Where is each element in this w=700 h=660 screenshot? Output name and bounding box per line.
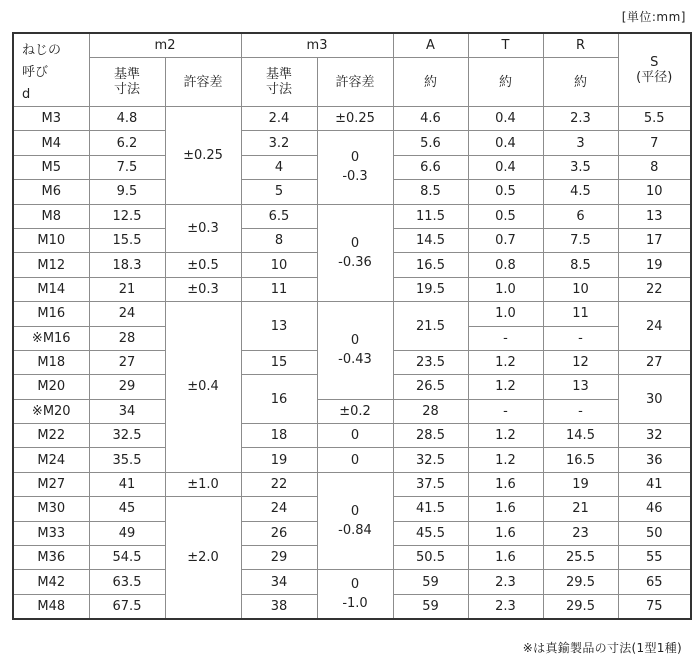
cell-A: 37.5 bbox=[393, 472, 468, 496]
cell-m3: 22 bbox=[241, 472, 317, 496]
header-m3: m3 bbox=[241, 33, 393, 58]
cell-T: 0.5 bbox=[468, 204, 543, 228]
cell-d: M6 bbox=[13, 180, 89, 204]
cell-T: 1.6 bbox=[468, 521, 543, 545]
cell-S: 36 bbox=[618, 448, 691, 472]
cell-m2: 18.3 bbox=[89, 253, 165, 277]
cell-m3: 29 bbox=[241, 546, 317, 570]
cell-m3: 16 bbox=[241, 375, 317, 424]
cell-A: 28.5 bbox=[393, 424, 468, 448]
cell-T: 2.3 bbox=[468, 594, 543, 619]
cell-d: M30 bbox=[13, 497, 89, 521]
header-S-line-1: S bbox=[650, 55, 659, 70]
cell-m2: 45 bbox=[89, 497, 165, 521]
cell-T: 1.2 bbox=[468, 424, 543, 448]
cell-T: - bbox=[468, 399, 543, 423]
tol-lower: -0.36 bbox=[338, 254, 372, 270]
cell-T: 0.8 bbox=[468, 253, 543, 277]
cell-S: 7 bbox=[618, 131, 691, 155]
cell-d: ※M20 bbox=[13, 399, 89, 423]
cell-m3-tol: 0 bbox=[317, 424, 393, 448]
header-m2: m2 bbox=[89, 33, 241, 58]
cell-S: 65 bbox=[618, 570, 691, 594]
cell-A: 11.5 bbox=[393, 204, 468, 228]
table-row bbox=[13, 399, 691, 423]
footnote: ※は真鍮製品の寸法(1型1種) bbox=[522, 641, 682, 655]
header-A: A bbox=[393, 33, 468, 58]
cell-m3-tol bbox=[317, 570, 393, 619]
cell-m2-tol: ±0.5 bbox=[165, 253, 241, 277]
cell-T: - bbox=[468, 326, 543, 350]
cell-R: 8.5 bbox=[543, 253, 618, 277]
cell-m2-tol: ±2.0 bbox=[165, 497, 241, 619]
cell-m2: 34 bbox=[89, 399, 165, 423]
cell-A: 4.6 bbox=[393, 107, 468, 131]
cell-A: 14.5 bbox=[393, 228, 468, 252]
cell-T: 1.0 bbox=[468, 277, 543, 301]
table-row bbox=[13, 107, 691, 131]
cell-T: 1.6 bbox=[468, 546, 543, 570]
header-basic-line-1: 基準 bbox=[113, 67, 140, 83]
table-row bbox=[13, 424, 691, 448]
header-nominal-line-1: ねじの bbox=[22, 43, 62, 58]
cell-S: 41 bbox=[618, 472, 691, 496]
cell-m2-tol: ±1.0 bbox=[165, 472, 241, 496]
cell-d: M27 bbox=[13, 472, 89, 496]
tol-lower: -0.3 bbox=[342, 169, 368, 185]
cell-d: M16 bbox=[13, 302, 89, 326]
tol-upper: 0 bbox=[350, 333, 360, 349]
cell-m2: 7.5 bbox=[89, 155, 165, 179]
cell-A: 50.5 bbox=[393, 546, 468, 570]
cell-T: 1.2 bbox=[468, 375, 543, 399]
header-m2-basic bbox=[89, 58, 165, 107]
cell-R: - bbox=[543, 399, 618, 423]
cell-A: 21.5 bbox=[393, 302, 468, 351]
cell-R: 14.5 bbox=[543, 424, 618, 448]
cell-m2: 41 bbox=[89, 472, 165, 496]
cell-T: 1.0 bbox=[468, 302, 543, 326]
cell-m2: 27 bbox=[89, 350, 165, 374]
cell-m2-tol: ±0.4 bbox=[165, 302, 241, 473]
cell-m3-tol bbox=[317, 472, 393, 570]
cell-m2: 21 bbox=[89, 277, 165, 301]
cell-S: 46 bbox=[618, 497, 691, 521]
cell-m2: 4.8 bbox=[89, 107, 165, 131]
cell-m3-tol: 0 bbox=[317, 448, 393, 472]
table-row bbox=[13, 131, 691, 155]
cell-T: 1.6 bbox=[468, 472, 543, 496]
tol-upper: 0 bbox=[350, 150, 360, 166]
cell-d: M10 bbox=[13, 228, 89, 252]
cell-m3-tol: ±0.25 bbox=[317, 107, 393, 131]
cell-R: 6 bbox=[543, 204, 618, 228]
nut-dimension-table bbox=[12, 32, 692, 620]
cell-T: 1.2 bbox=[468, 350, 543, 374]
cell-A: 32.5 bbox=[393, 448, 468, 472]
cell-T: 0.5 bbox=[468, 180, 543, 204]
cell-S: 10 bbox=[618, 180, 691, 204]
cell-S: 13 bbox=[618, 204, 691, 228]
cell-m3: 26 bbox=[241, 521, 317, 545]
cell-R: 29.5 bbox=[543, 570, 618, 594]
table-row bbox=[13, 448, 691, 472]
table-row bbox=[13, 302, 691, 326]
cell-A: 45.5 bbox=[393, 521, 468, 545]
cell-m3: 18 bbox=[241, 424, 317, 448]
cell-R: 19 bbox=[543, 472, 618, 496]
cell-T: 2.3 bbox=[468, 570, 543, 594]
cell-d: ※M16 bbox=[13, 326, 89, 350]
cell-R: 11 bbox=[543, 302, 618, 326]
header-row-1 bbox=[13, 33, 691, 58]
cell-m2: 32.5 bbox=[89, 424, 165, 448]
header-basic-line-2: 寸法 bbox=[113, 82, 140, 98]
header-nominal-line-3: d bbox=[22, 87, 31, 102]
cell-R: 25.5 bbox=[543, 546, 618, 570]
cell-m2: 63.5 bbox=[89, 570, 165, 594]
cell-d: M5 bbox=[13, 155, 89, 179]
cell-R: 29.5 bbox=[543, 594, 618, 619]
header-basic-line-1: 基準 bbox=[265, 67, 292, 83]
cell-m3: 13 bbox=[241, 302, 317, 351]
cell-m2: 67.5 bbox=[89, 594, 165, 619]
cell-R: 10 bbox=[543, 277, 618, 301]
cell-d: M12 bbox=[13, 253, 89, 277]
header-m3-basic bbox=[241, 58, 317, 107]
cell-T: 0.4 bbox=[468, 155, 543, 179]
cell-m3: 5 bbox=[241, 180, 317, 204]
cell-S: 75 bbox=[618, 594, 691, 619]
cell-m2: 35.5 bbox=[89, 448, 165, 472]
cell-m3: 4 bbox=[241, 155, 317, 179]
tol-upper: 0 bbox=[350, 235, 360, 251]
header-T-approx: 約 bbox=[468, 58, 543, 107]
cell-m3: 8 bbox=[241, 228, 317, 252]
header-nominal-line-2: 呼び bbox=[22, 65, 49, 80]
cell-A: 28 bbox=[393, 399, 468, 423]
cell-d: M33 bbox=[13, 521, 89, 545]
cell-R: 23 bbox=[543, 521, 618, 545]
header-R-approx: 約 bbox=[543, 58, 618, 107]
cell-m3: 6.5 bbox=[241, 204, 317, 228]
cell-S: 22 bbox=[618, 277, 691, 301]
cell-m2: 24 bbox=[89, 302, 165, 326]
unit-label: [単位:mm] bbox=[621, 10, 686, 24]
cell-R: 16.5 bbox=[543, 448, 618, 472]
cell-m3: 15 bbox=[241, 350, 317, 374]
cell-S: 32 bbox=[618, 424, 691, 448]
cell-m3-tol bbox=[317, 131, 393, 204]
cell-m3: 11 bbox=[241, 277, 317, 301]
cell-m3: 2.4 bbox=[241, 107, 317, 131]
tol-lower: -0.84 bbox=[338, 523, 372, 539]
cell-R: 3.5 bbox=[543, 155, 618, 179]
cell-d: M3 bbox=[13, 107, 89, 131]
cell-S: 50 bbox=[618, 521, 691, 545]
cell-m3-tol bbox=[317, 302, 393, 400]
cell-m2: 9.5 bbox=[89, 180, 165, 204]
cell-d: M20 bbox=[13, 375, 89, 399]
cell-m2: 29 bbox=[89, 375, 165, 399]
cell-m2: 6.2 bbox=[89, 131, 165, 155]
header-T: T bbox=[468, 33, 543, 58]
cell-d: M14 bbox=[13, 277, 89, 301]
cell-d: M24 bbox=[13, 448, 89, 472]
cell-S: 24 bbox=[618, 302, 691, 351]
table-row bbox=[13, 570, 691, 594]
tol-upper: 0 bbox=[350, 577, 360, 593]
cell-A: 23.5 bbox=[393, 350, 468, 374]
cell-m3: 19 bbox=[241, 448, 317, 472]
cell-S: 17 bbox=[618, 228, 691, 252]
cell-R: 12 bbox=[543, 350, 618, 374]
cell-m2: 54.5 bbox=[89, 546, 165, 570]
header-R: R bbox=[543, 33, 618, 58]
cell-R: 7.5 bbox=[543, 228, 618, 252]
cell-S: 55 bbox=[618, 546, 691, 570]
header-S bbox=[618, 33, 691, 107]
header-row-2 bbox=[13, 58, 691, 107]
tol-lower: -0.43 bbox=[338, 352, 372, 368]
cell-R: 4.5 bbox=[543, 180, 618, 204]
cell-m2-tol: ±0.25 bbox=[165, 107, 241, 205]
cell-d: M36 bbox=[13, 546, 89, 570]
cell-d: M8 bbox=[13, 204, 89, 228]
cell-m2: 15.5 bbox=[89, 228, 165, 252]
cell-d: M48 bbox=[13, 594, 89, 619]
cell-d: M42 bbox=[13, 570, 89, 594]
cell-T: 1.2 bbox=[468, 448, 543, 472]
cell-m3: 10 bbox=[241, 253, 317, 277]
cell-A: 59 bbox=[393, 594, 468, 619]
cell-T: 0.4 bbox=[468, 107, 543, 131]
cell-A: 6.6 bbox=[393, 155, 468, 179]
header-A-approx: 約 bbox=[393, 58, 468, 107]
header-basic-line-2: 寸法 bbox=[265, 82, 292, 98]
cell-S: 27 bbox=[618, 350, 691, 374]
cell-S: 19 bbox=[618, 253, 691, 277]
cell-R: 21 bbox=[543, 497, 618, 521]
cell-m2: 12.5 bbox=[89, 204, 165, 228]
cell-m3-tol bbox=[317, 204, 393, 302]
cell-m3: 3.2 bbox=[241, 131, 317, 155]
cell-m2: 49 bbox=[89, 521, 165, 545]
cell-R: 2.3 bbox=[543, 107, 618, 131]
cell-R: 13 bbox=[543, 375, 618, 399]
cell-A: 41.5 bbox=[393, 497, 468, 521]
cell-S: 8 bbox=[618, 155, 691, 179]
cell-m3: 34 bbox=[241, 570, 317, 594]
table-row bbox=[13, 472, 691, 496]
cell-m3: 38 bbox=[241, 594, 317, 619]
cell-d: M4 bbox=[13, 131, 89, 155]
tol-lower: -1.0 bbox=[342, 596, 368, 612]
cell-d: M22 bbox=[13, 424, 89, 448]
header-m2-tolerance: 許容差 bbox=[165, 58, 241, 107]
cell-A: 59 bbox=[393, 570, 468, 594]
cell-T: 0.4 bbox=[468, 131, 543, 155]
cell-A: 16.5 bbox=[393, 253, 468, 277]
header-m3-tolerance: 許容差 bbox=[317, 58, 393, 107]
cell-A: 8.5 bbox=[393, 180, 468, 204]
cell-A: 5.6 bbox=[393, 131, 468, 155]
cell-R: 3 bbox=[543, 131, 618, 155]
cell-S: 30 bbox=[618, 375, 691, 424]
cell-A: 26.5 bbox=[393, 375, 468, 399]
cell-m3: 24 bbox=[241, 497, 317, 521]
cell-m2-tol: ±0.3 bbox=[165, 204, 241, 253]
header-nominal-d bbox=[13, 33, 89, 107]
cell-R: - bbox=[543, 326, 618, 350]
cell-m3-tol: ±0.2 bbox=[317, 399, 393, 423]
tol-upper: 0 bbox=[350, 504, 360, 520]
cell-T: 0.7 bbox=[468, 228, 543, 252]
table-row bbox=[13, 204, 691, 228]
cell-T: 1.6 bbox=[468, 497, 543, 521]
cell-A: 19.5 bbox=[393, 277, 468, 301]
header-S-line-2: (平径) bbox=[636, 70, 673, 85]
cell-m2: 28 bbox=[89, 326, 165, 350]
cell-S: 5.5 bbox=[618, 107, 691, 131]
cell-d: M18 bbox=[13, 350, 89, 374]
cell-m2-tol: ±0.3 bbox=[165, 277, 241, 301]
